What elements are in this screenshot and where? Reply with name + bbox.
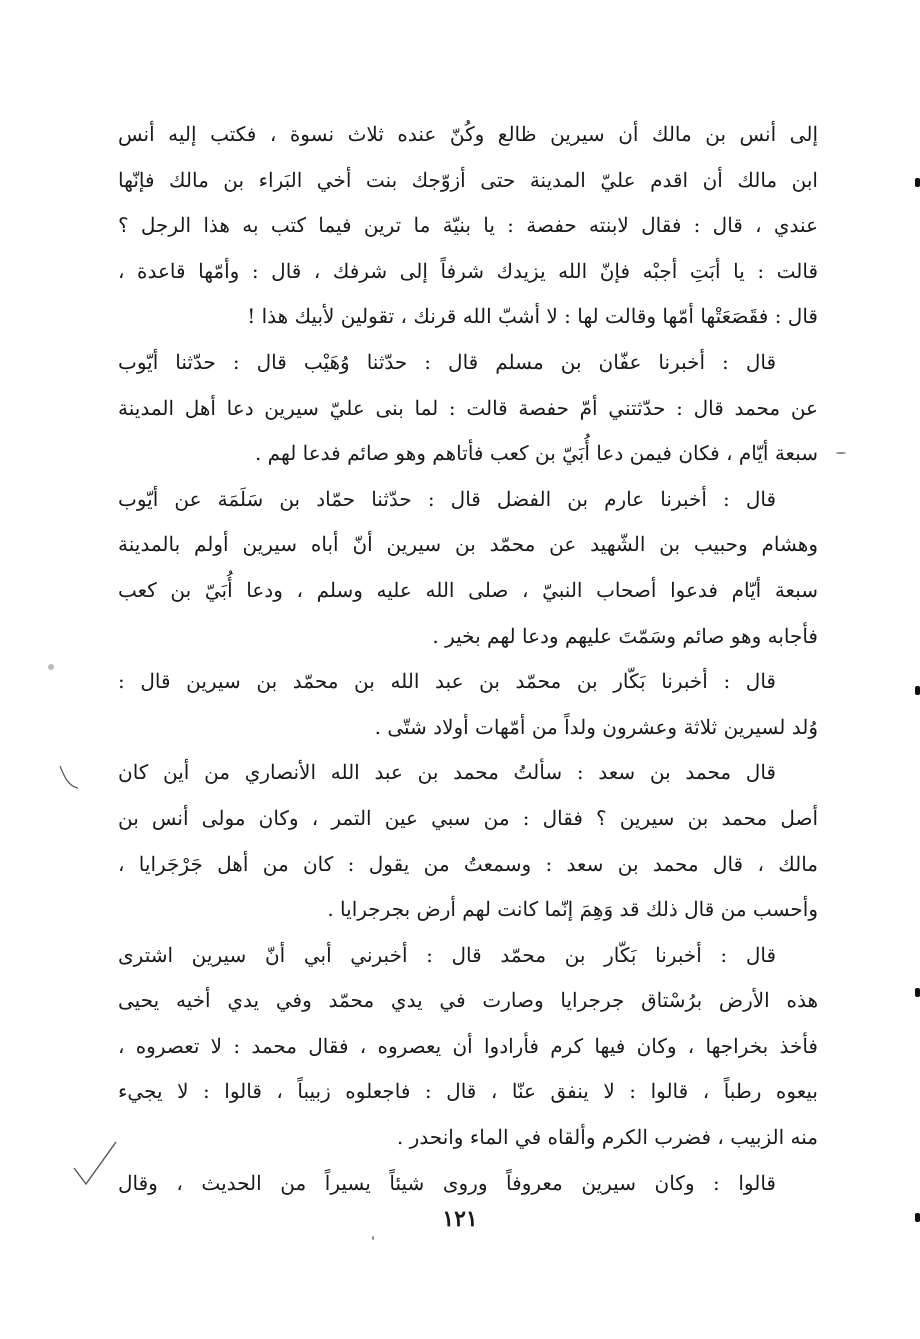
text-line: عن محمد قال : حدّثتني أمّ حفصة قالت : لما بنى عليّ سيرين دعا أهل المدينة	[118, 395, 818, 420]
text-line: قال : أخبرنا عارم بن الفضل قال : حدّثنا حمّاد بن سَلَمَة عن أيّوب	[118, 486, 776, 511]
text-line: منه الزبيب ، فضرب الكرم وألقاه في الماء وانحدر .	[396, 1125, 818, 1150]
text-line: قالوا : وكان سيرين معروفاً وروى شيئاً يسيراً من الحديث ، وقال	[118, 1170, 776, 1195]
edge-mark	[915, 988, 920, 997]
page-number: ١٢١	[442, 1206, 478, 1232]
text-line: فأجابه وهو صائم وسَمّتَ عليهم ودعا لهم بخير .	[432, 623, 818, 648]
text-line: قال : أخبرنا عفّان بن مسلم قال : حدّثنا وُهَيْب قال : حدّثنا أيّوب	[118, 349, 776, 374]
text-line: هذه الأرض برُسْتاق جرجرايا وصارت في يدي محمّد وفي يدي أخيه يحيى	[118, 988, 818, 1013]
text-line: قال : أخبرنا بَكّار بن محمّد قال : أخبرني أبي أنّ سيرين اشترى	[118, 942, 776, 967]
text-line: قال محمد بن سعد : سألتُ محمد بن عبد الله الأنصاري من أين كان	[118, 760, 776, 785]
text-line: سبعة أيّام ، فكان فيمن دعا أُبَيّ بن كعب فأتاهم وهو صائم فدعا لهم .	[254, 441, 818, 466]
text-line: أصل محمد بن سيرين ؟ فقال : من سبي عين التمر ، وكان مولى أنس بن	[118, 805, 818, 830]
edge-mark	[915, 1213, 920, 1222]
text-line: وأحسب من قال ذلك قد وَهِمَ إنّما كانت لهم أرض بجرجرايا .	[327, 897, 818, 922]
scan-speck	[836, 452, 846, 454]
edge-mark	[915, 686, 920, 695]
text-line: مالك ، قال محمد بن سعد : وسمعتُ من يقول : كان من أهل جَرْجَرايا ،	[118, 851, 818, 876]
margin-check-mark	[72, 1140, 118, 1190]
text-line: بيعوه رطباً ، قالوا : لا ينفق عنّا ، قال : فاجعلوه زبيباً ، قالوا : لا يجيء	[118, 1079, 818, 1104]
text-line: إلى أنس بن مالك أن سيرين ظالع وكُنّ عنده ثلاث نسوة ، فكتب إليه أنس	[118, 122, 818, 146]
margin-pencil-mark	[58, 762, 82, 792]
text-line: وُلد لسيرين ثلاثة وعشرون ولداً من أمّهات أولاد شتّى .	[374, 714, 818, 739]
text-line: قالت : يا أبَتِ أجبْه فإنّ الله يزيدك شرفاً إلى شرفك ، قال : وأمّها قاعدة ،	[118, 258, 818, 283]
text-line: سبعة أيّام فدعوا أصحاب النبيّ ، صلى الله عليه وسلم ، ودعا أُبَيّ بن كعب	[118, 577, 818, 602]
text-line: قال : فقَصَعَتْها أمّها وقالت لها : لا أشبّ الله قرنك ، تقولين لأبيك هذا !	[247, 304, 818, 329]
text-line: وهشام وحبيب بن الشّهيد عن محمّد بن سيرين أنّ أباه سيرين أولم بالمدينة	[118, 532, 818, 557]
scan-speck	[48, 664, 54, 670]
text-line: عندي ، قال : فقال لابنته حفصة : يا بنيّة ما ترين فيما كتب به هذا الرجل ؟	[118, 213, 818, 238]
text-line: قال : أخبرنا بَكّار بن محمّد بن عبد الله بن محمّد بن سيرين قال :	[118, 669, 776, 694]
text-line: ابن مالك أن اقدم عليّ المدينة حتى أزوّجك بنت أخي البَراء بن مالك فإنّها	[118, 167, 818, 192]
page-body-text	[118, 112, 818, 1206]
edge-mark	[915, 178, 920, 187]
text-line: فأخذ بخراجها ، وكان فيها كرم فأرادوا أن يعصروه ، فقال محمد : لا تعصروه ،	[118, 1033, 818, 1058]
scan-speck	[372, 1236, 374, 1240]
